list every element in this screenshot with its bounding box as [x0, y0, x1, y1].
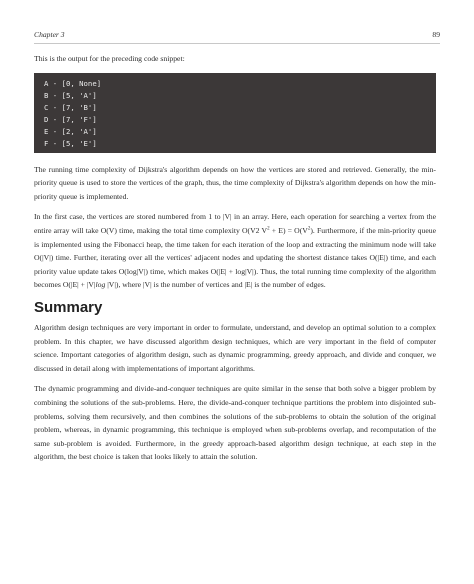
- array-case-paragraph: [34, 210, 436, 292]
- code-line: C - [7, 'B']: [44, 102, 97, 112]
- summary-paragraph-1: Algorithm design techniques are very important in order to formulate, understand, and develop an optimal solution to a complex problem. In this chapter, we have discussed algorithm design techniques, which are very important in the field of computer science. Important categories of algorithm design, such as dynamic programming, greedy approach, and divide and conquer, we discussed in detail along with implementations of important algorithms.: [34, 322, 436, 373]
- italic-log: log: [95, 280, 106, 290]
- intro-text: This is the output for the preceding code snippet:: [34, 54, 185, 63]
- superscript: 2: [307, 226, 311, 232]
- code-line: B - [5, 'A']: [44, 90, 97, 100]
- para2-text-3: ). Furthermore, if the min-priority queue is implemented using the Fibonacci heap, the time taken for each iteration of the loop and extracting the minimum node will take O(|V|) time. Further, iterating over all the vertices' adjacent nodes and updating the shortest distance takes O(|E|) time, and each priority value update takes O(log|V|) time, which makes O(|E| + log|V|). Thus, the total running time complexity of the algorithm becomes O(|E| + |V|: [34, 225, 437, 290]
- page-header: [34, 30, 440, 39]
- superscript: 2: [267, 226, 270, 232]
- code-line: D - [7, 'F']: [44, 114, 97, 124]
- para2-text-1: In the first case, the vertices are stored numbered from 1 to |V| in an array. Here, each operation for searching a vertex from the entire array will take O(V) time, making the total time complexity O(V2 V: [34, 212, 436, 235]
- page-content: [34, 52, 436, 471]
- chapter-label: Chapter 3: [34, 30, 65, 39]
- summary-paragraph-2: The dynamic programming and divide-and-conquer techniques are quite similar in the sense that both solve a bigger problem by combining the solutions of the sub-problems. Here, the divide-and-conquer technique partitions the problem into disjointed sub-problems, solving them recursively, and then combines the solutions of the sub-problems to obtain the solution of the original problem, whereas, in dynamic programming, this technique is employed when sub-problems overlap, and recomputation of the same sub-problem is avoided. Furthermore, in the greedy approach-based algorithm design technique, at each step in the algorithm, the best choice is taken that looks likely to attain the solution.: [34, 384, 436, 462]
- complexity-paragraph: The running time complexity of Dijkstra's algorithm depends on how the vertices are stored and retrieved. Generally, the min-priority queue is used to store the vertices of the graph, thus, the time complexity of Dijkstra's algorithm depends on how the min-priority queue is implemented.: [34, 164, 436, 201]
- header-divider: [34, 43, 440, 44]
- code-line: E - [2, 'A']: [44, 126, 97, 136]
- para2-text-2: + E) = O(V: [269, 225, 308, 235]
- code-line: A - [0, None]: [44, 78, 102, 88]
- section-heading: Summary: [34, 298, 103, 316]
- code-line: F - [5, 'E']: [44, 138, 97, 148]
- para2-text-5: |V|), where |V| is the number of vertices and |E| is the number of edges.: [105, 280, 326, 290]
- page-number: 89: [432, 30, 440, 39]
- code-output-block: [34, 73, 436, 153]
